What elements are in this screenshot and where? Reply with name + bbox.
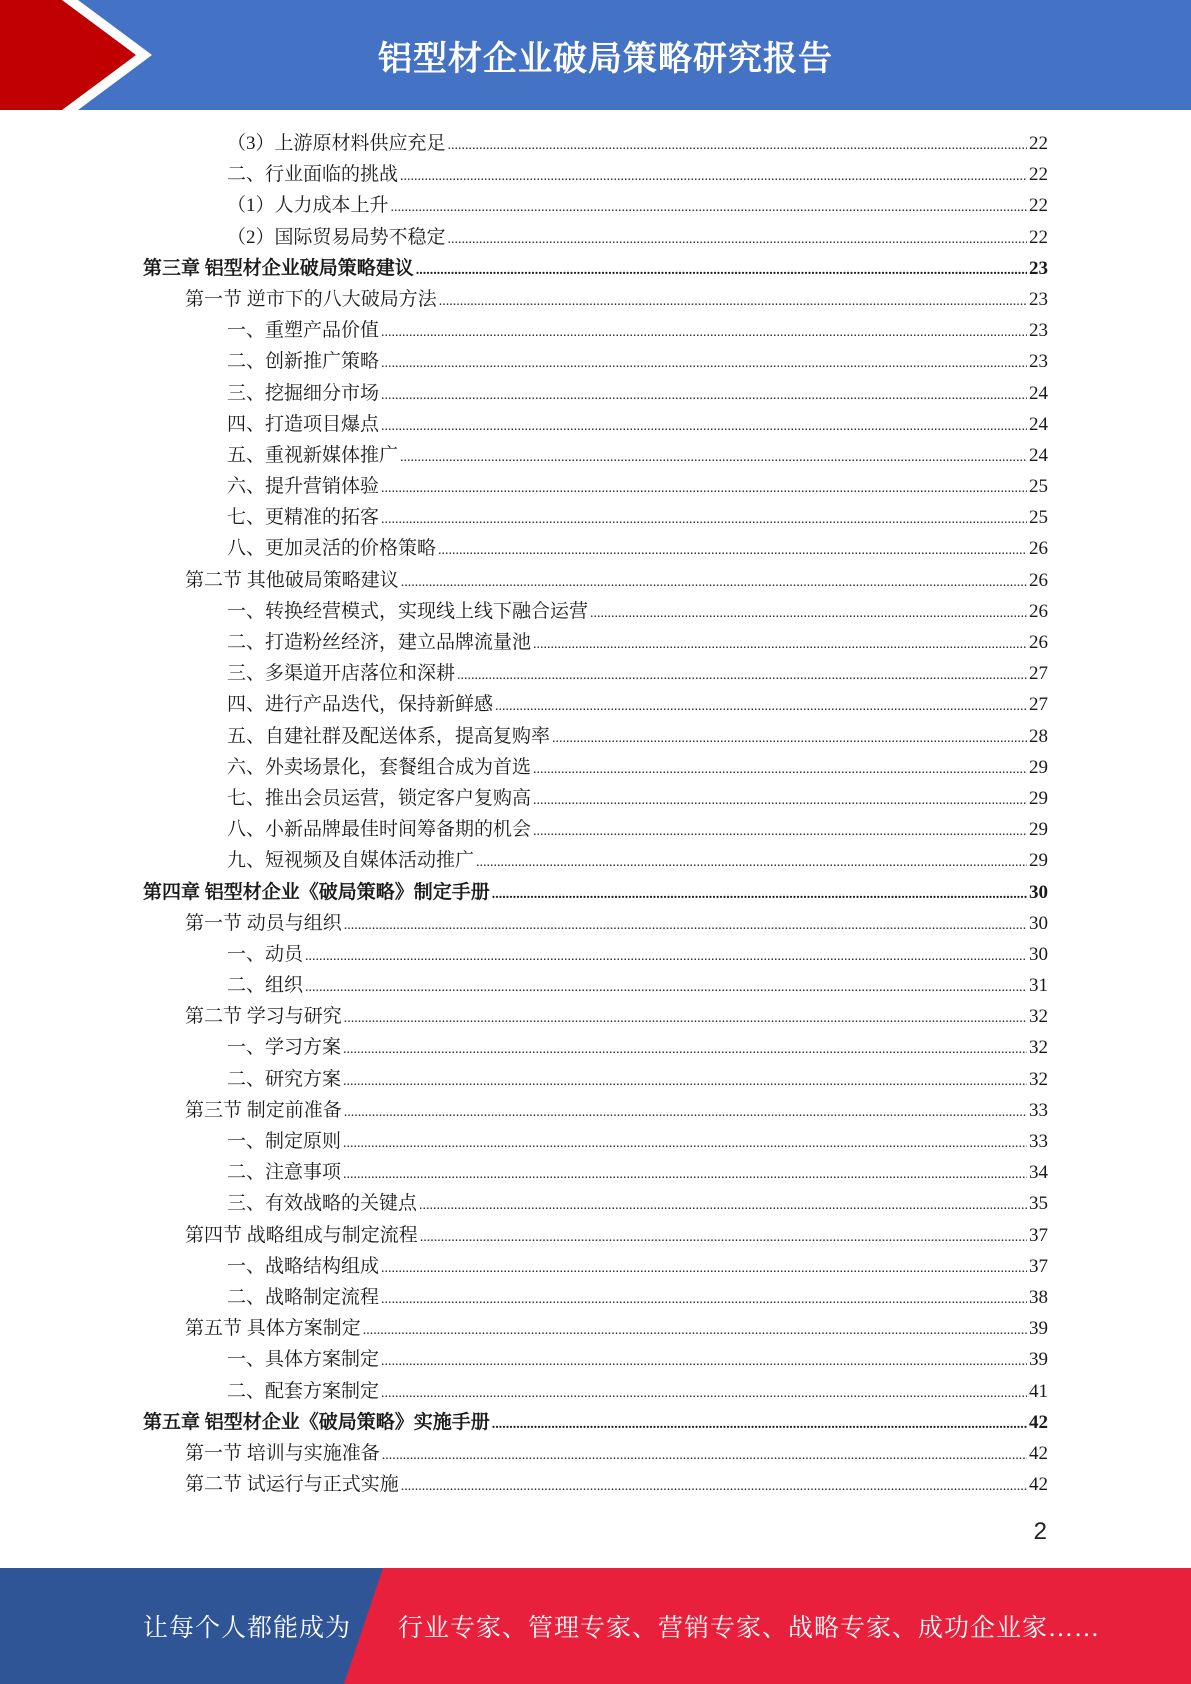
- toc-entry[interactable]: [143, 1188, 1048, 1219]
- toc-entry[interactable]: [143, 222, 1048, 253]
- toc-entry-page: 34: [1029, 1162, 1048, 1184]
- toc-entry-label: 二、注意事项: [227, 1162, 342, 1184]
- toc-dot-leader: [344, 913, 1027, 935]
- toc-entry-page: 37: [1029, 1224, 1048, 1246]
- toc-entry[interactable]: [143, 1251, 1048, 1282]
- footer-slogan-right: 行业专家、管理专家、营销专家、战略专家、成功企业家……: [398, 1615, 1101, 1642]
- toc-entry[interactable]: [143, 1095, 1048, 1126]
- toc-entry-page: 32: [1029, 1006, 1048, 1028]
- toc-entry-label: 六、外卖场景化，套餐组合成为首选: [227, 756, 532, 778]
- toc-dot-leader: [401, 1474, 1027, 1496]
- page-footer: [0, 1568, 1191, 1684]
- toc-entry-label: 九、短视频及自媒体活动推广: [227, 850, 475, 872]
- toc-entry-label: 五、重视新媒体推广: [227, 444, 399, 466]
- toc-dot-leader: [344, 1006, 1027, 1028]
- toc-dot-leader: [401, 570, 1027, 592]
- toc-entry-label: 七、更精准的拓客: [227, 507, 380, 529]
- toc-entry-page: 29: [1029, 819, 1048, 841]
- toc-dot-leader: [448, 227, 1027, 249]
- toc-entry[interactable]: [143, 970, 1048, 1001]
- toc-entry-page: 42: [1029, 1411, 1048, 1433]
- toc-dot-leader: [400, 164, 1027, 186]
- toc-entry-page: 39: [1029, 1349, 1048, 1371]
- page-header: [0, 0, 1191, 110]
- toc-entry[interactable]: [143, 783, 1048, 814]
- toc-entry-label: 四、进行产品迭代，保持新鲜感: [227, 694, 494, 716]
- toc-entry-page: 24: [1029, 413, 1048, 435]
- toc-entry-page: 39: [1029, 1318, 1048, 1340]
- toc-entry-page: 37: [1029, 1255, 1048, 1277]
- toc-dot-leader: [552, 726, 1027, 748]
- toc-entry-label: 二、行业面临的挑战: [227, 164, 399, 186]
- toc-dot-leader: [381, 476, 1027, 498]
- toc-entry[interactable]: [143, 471, 1048, 502]
- toc-entry-page: 29: [1029, 787, 1048, 809]
- toc-entry[interactable]: [143, 1220, 1048, 1251]
- toc-entry-page: 24: [1029, 444, 1048, 466]
- toc-dot-leader: [533, 757, 1027, 779]
- toc-dot-leader: [400, 445, 1027, 467]
- toc-entry[interactable]: [143, 1407, 1048, 1438]
- toc-entry[interactable]: [143, 845, 1048, 876]
- toc-dot-leader: [492, 882, 1027, 904]
- toc-dot-leader: [343, 1131, 1027, 1153]
- toc-dot-leader: [381, 1349, 1027, 1371]
- toc-entry-label: 第二节 学习与研究: [185, 1006, 342, 1028]
- toc-dot-leader: [305, 944, 1027, 966]
- toc-entry-page: 29: [1029, 756, 1048, 778]
- toc-entry-page: 27: [1029, 694, 1048, 716]
- toc-dot-leader: [492, 1412, 1027, 1434]
- toc-entry-label: 三、挖掘细分市场: [227, 382, 380, 404]
- toc-entry-page: 30: [1029, 912, 1048, 934]
- toc-entry[interactable]: [143, 253, 1048, 284]
- toc-entry-label: 第三章 铝型材企业破局策略建议: [143, 257, 414, 279]
- table-of-contents: [143, 128, 1048, 1500]
- toc-entry-label: 二、打造粉丝经济，建立品牌流量池: [227, 632, 532, 653]
- report-title: 铝型材企业破局策略研究报告: [378, 38, 833, 79]
- toc-entry[interactable]: [143, 721, 1048, 752]
- toc-entry-page: 22: [1029, 164, 1048, 186]
- toc-dot-leader: [381, 414, 1027, 436]
- toc-entry-label: 四、打造项目爆点: [227, 413, 380, 435]
- toc-entry[interactable]: [143, 1126, 1048, 1157]
- toc-entry-label: 第四章 铝型材企业《破局策略》制定手册: [143, 881, 490, 903]
- toc-entry-page: 31: [1029, 975, 1048, 997]
- toc-entry-label: 二、组织: [227, 975, 304, 997]
- toc-entry-label: 一、学习方案: [227, 1037, 342, 1059]
- toc-entry-page: 38: [1029, 1286, 1048, 1308]
- toc-entry-label: 一、转换经营模式，实现线上线下融合运营: [227, 600, 589, 622]
- toc-entry[interactable]: [143, 284, 1048, 315]
- toc-entry-label: 五、自建社群及配送体系，提高复购率: [227, 725, 551, 747]
- toc-entry[interactable]: [143, 190, 1048, 221]
- toc-entry-label: 第四节 战略组成与制定流程: [185, 1224, 418, 1246]
- toc-entry-page: 23: [1029, 351, 1048, 373]
- toc-dot-leader: [457, 663, 1027, 685]
- toc-entry[interactable]: [143, 1001, 1048, 1032]
- toc-dot-leader: [381, 320, 1027, 342]
- toc-dot-leader: [305, 975, 1027, 997]
- toc-entry-page: 42: [1029, 1442, 1048, 1464]
- toc-entry[interactable]: [143, 409, 1048, 440]
- toc-entry[interactable]: [143, 627, 1048, 658]
- page-number: 2: [1033, 1518, 1047, 1545]
- toc-entry-page: 30: [1029, 943, 1048, 965]
- toc-dot-leader: [476, 850, 1027, 872]
- toc-entry-page: 25: [1029, 476, 1048, 498]
- toc-dot-leader: [381, 351, 1027, 373]
- toc-entry-label: 八、小新品牌最佳时间筹备期的机会: [227, 819, 532, 841]
- toc-entry-page: 24: [1029, 382, 1048, 404]
- toc-entry-label: （3）上游原材料供应充足: [227, 133, 446, 154]
- toc-dot-leader: [533, 788, 1027, 810]
- toc-dot-leader: [448, 133, 1027, 155]
- toc-dot-leader: [343, 1162, 1027, 1184]
- toc-entry-label: 一、战略结构组成: [227, 1255, 380, 1277]
- toc-entry-label: 第三节 制定前准备: [185, 1099, 342, 1121]
- toc-dot-leader: [381, 1381, 1027, 1403]
- toc-dot-leader: [495, 694, 1027, 716]
- toc-entry-page: 29: [1029, 850, 1048, 872]
- toc-dot-leader: [533, 819, 1027, 841]
- toc-entry-page: 26: [1029, 538, 1048, 560]
- toc-entry[interactable]: [143, 565, 1048, 596]
- toc-entry-label: 八、更加灵活的价格策略: [227, 538, 437, 560]
- toc-entry-label: 三、有效战略的关键点: [227, 1193, 418, 1215]
- toc-entry-page: 32: [1029, 1068, 1048, 1090]
- toc-dot-leader: [439, 289, 1027, 311]
- toc-entry-page: 27: [1029, 663, 1048, 685]
- toc-entry[interactable]: [143, 440, 1048, 471]
- toc-dot-leader: [343, 1037, 1027, 1059]
- toc-entry-page: 32: [1029, 1037, 1048, 1059]
- toc-entry[interactable]: [143, 1157, 1048, 1188]
- toc-entry-label: 第一节 培训与实施准备: [185, 1442, 380, 1464]
- toc-entry[interactable]: [143, 939, 1048, 970]
- toc-entry[interactable]: [143, 1313, 1048, 1344]
- toc-entry-page: 33: [1029, 1099, 1048, 1121]
- toc-entry-page: 35: [1029, 1193, 1048, 1215]
- toc-entry-label: 第五节 具体方案制定: [185, 1318, 361, 1340]
- toc-dot-leader: [416, 258, 1027, 280]
- toc-dot-leader: [590, 601, 1027, 623]
- toc-entry[interactable]: [143, 1469, 1048, 1500]
- toc-entry-label: （2）国际贸易局势不稳定: [227, 226, 446, 248]
- toc-entry-label: 二、战略制定流程: [227, 1286, 380, 1308]
- toc-dot-leader: [381, 1287, 1027, 1309]
- toc-entry-page: 22: [1029, 133, 1048, 154]
- toc-entry[interactable]: [143, 1344, 1048, 1375]
- toc-entry-page: 22: [1029, 195, 1048, 217]
- toc-dot-leader: [438, 538, 1027, 560]
- toc-dot-leader: [343, 1069, 1027, 1091]
- toc-entry-page: 26: [1029, 569, 1048, 591]
- toc-entry-label: 二、配套方案制定: [227, 1380, 380, 1402]
- toc-entry-label: 六、提升营销体验: [227, 476, 380, 498]
- footer-slogan-left: 让每个人都能成为: [143, 1615, 352, 1642]
- toc-entry-label: （1）人力成本上升: [227, 195, 389, 217]
- toc-entry-page: 26: [1029, 632, 1048, 653]
- toc-entry-label: 第二节 试运行与正式实施: [185, 1474, 399, 1496]
- toc-dot-leader: [344, 1100, 1027, 1122]
- toc-dot-leader: [381, 507, 1027, 529]
- toc-entry-label: 第五章 铝型材企业《破局策略》实施手册: [143, 1411, 490, 1433]
- toc-entry-label: 第一节 逆市下的八大破局方法: [185, 288, 437, 310]
- toc-dot-leader: [381, 1256, 1027, 1278]
- toc-entry-page: 23: [1029, 257, 1048, 279]
- toc-entry[interactable]: [143, 128, 1048, 159]
- toc-entry[interactable]: [143, 1064, 1048, 1095]
- toc-entry-page: 26: [1029, 600, 1048, 622]
- toc-entry-page: 41: [1029, 1380, 1048, 1402]
- toc-dot-leader: [419, 1193, 1027, 1215]
- toc-entry[interactable]: [143, 814, 1048, 845]
- toc-dot-leader: [420, 1225, 1027, 1247]
- toc-entry[interactable]: [143, 689, 1048, 720]
- toc-entry-page: 25: [1029, 507, 1048, 529]
- toc-dot-leader: [381, 383, 1027, 405]
- toc-entry[interactable]: [143, 1282, 1048, 1313]
- toc-entry[interactable]: [143, 1376, 1048, 1407]
- toc-entry[interactable]: [143, 752, 1048, 783]
- toc-dot-leader: [382, 1443, 1027, 1465]
- toc-entry-label: 一、具体方案制定: [227, 1349, 380, 1371]
- toc-entry[interactable]: [143, 502, 1048, 533]
- toc-entry[interactable]: [143, 1438, 1048, 1469]
- toc-entry-label: 三、多渠道开店落位和深耕: [227, 663, 456, 685]
- toc-entry-page: 28: [1029, 725, 1048, 747]
- toc-dot-leader: [363, 1318, 1027, 1340]
- toc-entry[interactable]: [143, 378, 1048, 409]
- toc-entry-page: 23: [1029, 320, 1048, 342]
- toc-entry-label: 第二节 其他破局策略建议: [185, 569, 399, 591]
- toc-entry-label: 二、创新推广策略: [227, 351, 380, 373]
- toc-entry[interactable]: [143, 1032, 1048, 1063]
- toc-entry[interactable]: [143, 658, 1048, 689]
- toc-entry[interactable]: [143, 315, 1048, 346]
- toc-entry-page: 23: [1029, 288, 1048, 310]
- toc-entry[interactable]: [143, 159, 1048, 190]
- toc-entry-page: 22: [1029, 226, 1048, 248]
- toc-entry-label: 一、制定原则: [227, 1131, 342, 1152]
- toc-entry-label: 七、推出会员运营，锁定客户复购高: [227, 787, 532, 809]
- toc-dot-leader: [391, 195, 1027, 217]
- toc-entry-page: 33: [1029, 1131, 1048, 1152]
- toc-entry-page: 30: [1029, 881, 1048, 903]
- toc-entry-label: 一、动员: [227, 943, 304, 965]
- toc-entry-label: 一、重塑产品价值: [227, 320, 380, 342]
- toc-entry[interactable]: [143, 596, 1048, 627]
- toc-dot-leader: [533, 632, 1027, 654]
- toc-entry-page: 42: [1029, 1474, 1048, 1496]
- toc-entry[interactable]: [143, 908, 1048, 939]
- toc-entry-label: 第一节 动员与组织: [185, 912, 342, 934]
- toc-entry-label: 二、研究方案: [227, 1068, 342, 1090]
- toc-entry[interactable]: [143, 346, 1048, 377]
- toc-entry[interactable]: [143, 877, 1048, 908]
- toc-entry[interactable]: [143, 533, 1048, 564]
